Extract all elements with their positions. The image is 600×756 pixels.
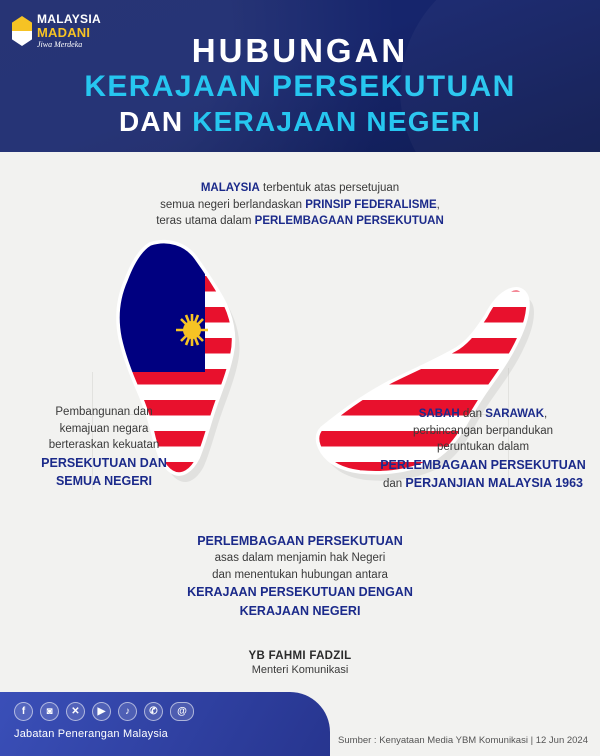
signature-block bbox=[0, 650, 600, 676]
right-strong-sabah: SABAH bbox=[418, 408, 460, 420]
logo-line-2: MADANI bbox=[37, 25, 91, 40]
left-line-3: berteraskan kekuatan bbox=[48, 439, 160, 452]
left-line-1: Pembangunan dan bbox=[55, 406, 153, 418]
right-comma: , bbox=[544, 408, 548, 420]
right-line-4: PERLEMBAGAAN PERSEKUTUAN bbox=[380, 458, 586, 473]
top-line-2 bbox=[100, 197, 500, 214]
top-plain-3: teras utama dalam bbox=[156, 215, 255, 228]
footer-bar bbox=[0, 692, 330, 756]
social-icon-row bbox=[14, 702, 194, 721]
text-block-left bbox=[20, 404, 188, 490]
logo-line-1: MALAYSIA bbox=[37, 12, 101, 26]
department-label: Jabatan Penerangan Malaysia bbox=[14, 728, 169, 740]
title-line-3-plain: DAN bbox=[119, 106, 193, 138]
text-block-bottom bbox=[140, 532, 460, 620]
top-line-1 bbox=[100, 180, 500, 197]
top-strong-malaysia: MALAYSIA bbox=[200, 182, 260, 194]
facebook-icon[interactable]: f bbox=[14, 702, 33, 721]
right-line-5 bbox=[378, 474, 588, 493]
right-strong-sarawak: SARAWAK bbox=[485, 408, 545, 420]
top-comma: , bbox=[436, 198, 440, 211]
x-twitter-icon[interactable]: ✕ bbox=[66, 702, 85, 721]
title-line-2: KERAJAAN PERSEKUTUAN bbox=[84, 69, 516, 103]
right-plain-dan: dan bbox=[383, 478, 406, 491]
text-block-top bbox=[100, 180, 500, 230]
instagram-icon[interactable]: ◙ bbox=[40, 702, 59, 721]
left-line-2: kemajuan negara bbox=[59, 422, 149, 435]
title-line-1: HUBUNGAN bbox=[191, 32, 409, 69]
right-line-1 bbox=[378, 406, 588, 423]
right-strong-perjanjian: PERJANJIAN MALAYSIA 1963 bbox=[405, 476, 583, 491]
top-strong-federalisme: PRINSIP FEDERALISME bbox=[305, 198, 437, 211]
top-line-3 bbox=[100, 213, 500, 230]
youtube-icon[interactable]: ▶ bbox=[92, 702, 111, 721]
bottom-line-3: dan menentukan hubungan antara bbox=[212, 568, 388, 581]
footer bbox=[0, 692, 600, 756]
header-banner bbox=[0, 0, 600, 152]
top-strong-perlembagaan: PERLEMBAGAAN PERSEKUTUAN bbox=[254, 215, 444, 228]
top-plain-1: terbentuk atas persetujuan bbox=[259, 182, 400, 194]
right-line-2: perbincangan berpandukan bbox=[412, 424, 554, 437]
source-note: Sumber : Kenyataan Media YBM Komunikasi | 12 Jun 2024 bbox=[338, 735, 588, 746]
title-line-3 bbox=[0, 105, 600, 138]
page-title bbox=[0, 34, 600, 138]
infographic-body bbox=[0, 152, 600, 692]
bottom-line-4: KERAJAAN PERSEKUTUAN DENGAN bbox=[187, 585, 413, 600]
text-block-right bbox=[378, 406, 588, 493]
right-plain-and: dan bbox=[459, 408, 486, 420]
bottom-line-5: KERAJAAN NEGERI bbox=[239, 603, 361, 618]
logo-tagline: Jiwa Merdeka bbox=[37, 40, 83, 49]
tiktok-icon[interactable]: ♪ bbox=[118, 702, 137, 721]
signature-role: Menteri Komunikasi bbox=[251, 664, 349, 676]
whatsapp-icon[interactable]: ✆ bbox=[144, 702, 163, 721]
threads-icon[interactable]: @ bbox=[170, 702, 194, 721]
left-line-5: SEMUA NEGERI bbox=[55, 474, 153, 489]
title-line-3-accent: KERAJAAN NEGERI bbox=[192, 106, 481, 138]
bottom-line-2: asas dalam menjamin hak Negeri bbox=[214, 552, 386, 565]
bottom-line-1: PERLEMBAGAAN PERSEKUTUAN bbox=[197, 534, 403, 548]
top-plain-2: semua negeri berlandaskan bbox=[160, 198, 306, 211]
signature-name: YB FAHMI FADZIL bbox=[248, 650, 352, 662]
right-line-3: peruntukan dalam bbox=[436, 441, 530, 454]
left-line-4: PERSEKUTUAN DAN bbox=[41, 456, 167, 471]
